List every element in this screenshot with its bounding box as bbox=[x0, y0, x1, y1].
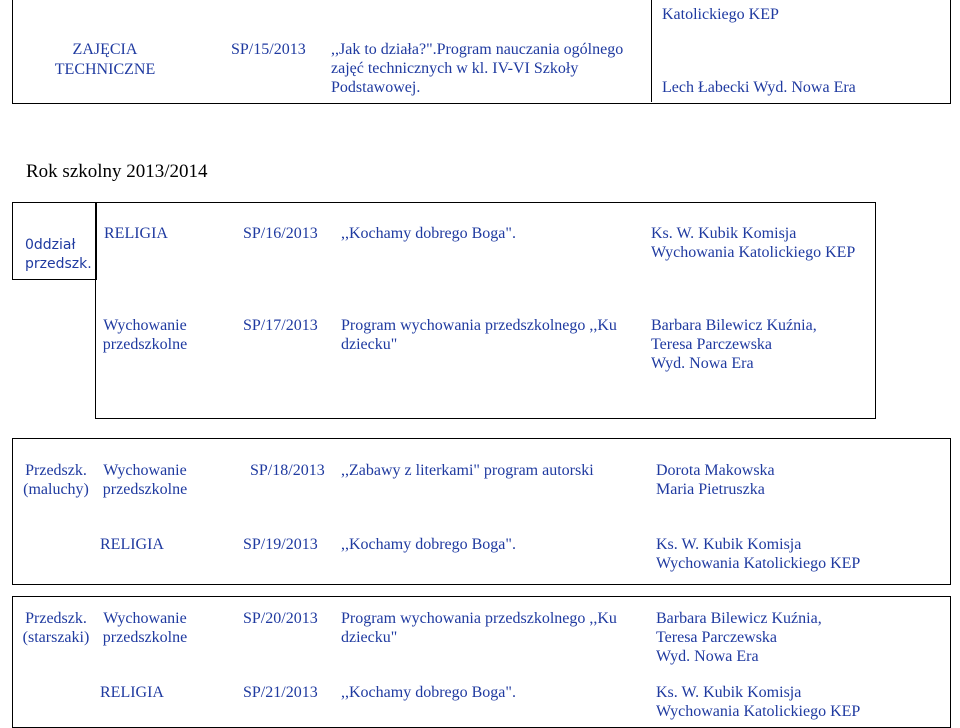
top-author-bottom: Lech Łabecki Wyd. Nowa Era bbox=[662, 79, 856, 96]
s2r1-subject-line-1: Wychowanie bbox=[103, 462, 187, 479]
s3r2-number: SP/21/2013 bbox=[243, 684, 318, 701]
s2r2-subject: RELIGIA bbox=[100, 536, 164, 553]
s2r2-author-line-2: Wychowania Katolickiego KEP bbox=[656, 555, 861, 572]
school-year-heading: Rok szkolny 2013/2014 bbox=[26, 161, 208, 182]
s1r2-program-line-2: dziecku" bbox=[341, 336, 398, 353]
s1r2-subject-line-1: Wychowanie bbox=[103, 317, 187, 334]
s3r2-program: ,,Kochamy dobrego Boga". bbox=[341, 684, 516, 701]
s1r1-number: SP/16/2013 bbox=[243, 225, 318, 242]
s3r2-author-line-1: Ks. W. Kubik Komisja bbox=[656, 684, 802, 701]
s1r1-author-line-1: Ks. W. Kubik Komisja bbox=[651, 225, 797, 242]
s1r1-subject: RELIGIA bbox=[104, 225, 168, 242]
top-table-divider bbox=[651, 0, 652, 102]
s1r2-author-line-2: Teresa Parczewska bbox=[651, 336, 773, 353]
s3r2-subject: RELIGIA bbox=[100, 684, 164, 701]
s2r2-program: ,,Kochamy dobrego Boga". bbox=[341, 536, 516, 553]
s2r1-program: ,,Zabawy z literkami" program autorski bbox=[341, 462, 594, 479]
s3r1-program-line-1: Program wychowania przedszkolnego ,,Ku bbox=[341, 610, 617, 627]
section1-label-line-1: 0ddział bbox=[25, 237, 76, 253]
s2r1-author-line-2: Maria Pietruszka bbox=[656, 481, 765, 498]
top-author-top: Katolickiego KEP bbox=[662, 6, 779, 23]
s2r1-number: SP/18/2013 bbox=[250, 462, 325, 479]
s3r1-author-line-2: Teresa Parczewska bbox=[656, 629, 778, 646]
top-program-line-1: ,,Jak to działa?".Program nauczania ogólnego bbox=[331, 41, 624, 58]
top-subject-line-1: ZAJĘCIA bbox=[72, 41, 138, 58]
top-subject-line-2: TECHNICZNE bbox=[54, 61, 156, 78]
s3r1-author-line-3: Wyd. Nowa Era bbox=[656, 648, 759, 665]
s3r1-subject-line-1: Wychowanie bbox=[103, 610, 187, 627]
s3r1-program-line-2: dziecku" bbox=[341, 629, 398, 646]
s1r2-number: SP/17/2013 bbox=[243, 317, 318, 334]
s3r2-author-line-2: Wychowania Katolickiego KEP bbox=[656, 703, 861, 720]
s1r1-author-line-2: Wychowania Katolickiego KEP bbox=[651, 244, 856, 261]
s1r2-subject-line-2: przedszkolne bbox=[102, 336, 188, 353]
top-program-line-3: Podstawowej. bbox=[331, 79, 421, 96]
s1r2-program-line-1: Program wychowania przedszkolnego ,,Ku bbox=[341, 317, 617, 334]
section3-label-line-2: (starszaki) bbox=[22, 629, 90, 646]
section2-label-line-1: Przedszk. bbox=[25, 462, 87, 479]
s2r2-number: SP/19/2013 bbox=[243, 536, 318, 553]
s3r1-subject-line-2: przedszkolne bbox=[102, 629, 188, 646]
section2-label-line-2: (maluchy) bbox=[23, 481, 89, 498]
s1r2-author-line-3: Wyd. Nowa Era bbox=[651, 355, 754, 372]
s2r1-subject-line-2: przedszkolne bbox=[102, 481, 188, 498]
top-number: SP/15/2013 bbox=[231, 41, 306, 58]
s1r2-author-line-1: Barbara Bilewicz Kuźnia, bbox=[651, 317, 817, 334]
s3r1-author-line-1: Barbara Bilewicz Kuźnia, bbox=[656, 610, 822, 627]
s3r1-number: SP/20/2013 bbox=[243, 610, 318, 627]
section1-label-line-2: przedszk. bbox=[25, 256, 92, 272]
s2r2-author-line-1: Ks. W. Kubik Komisja bbox=[656, 536, 802, 553]
section3-label-line-1: Przedszk. bbox=[25, 610, 87, 627]
s1r1-program: ,,Kochamy dobrego Boga". bbox=[341, 225, 516, 242]
s2r1-author-line-1: Dorota Makowska bbox=[656, 462, 775, 479]
top-program-line-2: zajęć technicznych w kl. IV-VI Szkoły bbox=[331, 60, 579, 77]
